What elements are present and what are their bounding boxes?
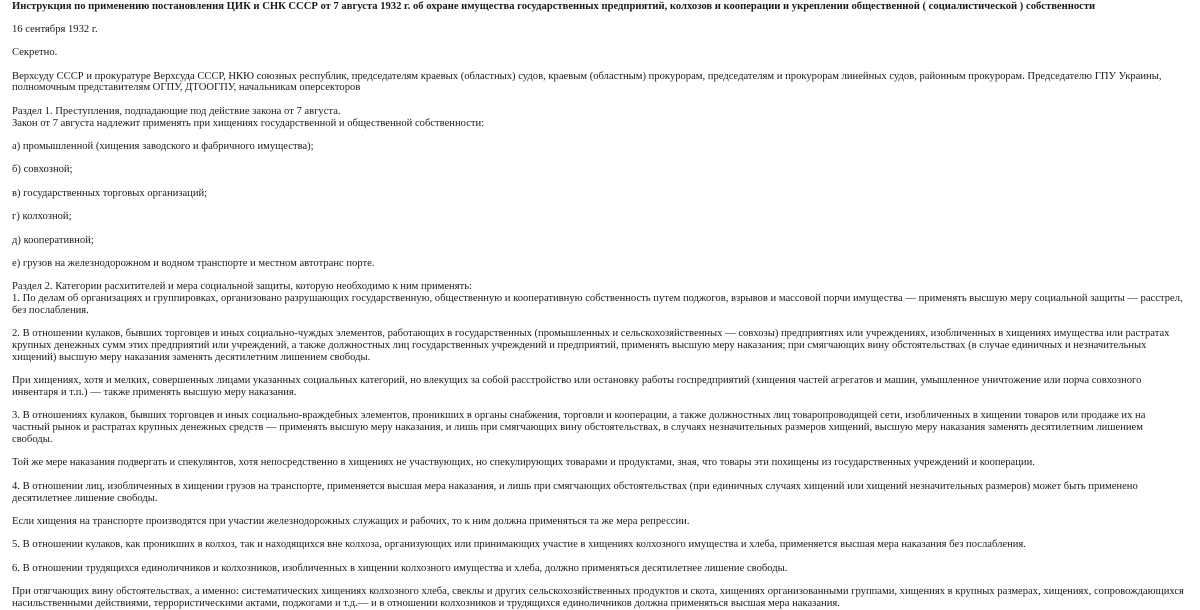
section2-paragraph: 2. В отношении кулаков, бывших торговцев и иных социально-чуждых элементов, работающих в государственных (промышленных и сельскохозяйственных — совхозы) предприятиях или учреждениях, изобличенных в хищениях имущества или растратах крупных денежных сумм этих предприятий или учреждений, а также должностных лиц государственных учреждений и предприятий, применять высшую меру наказания; при смягчающих вину обстоятельствах (в случае единичных и незначительных хищений) высшую меру наказания заменять десятилетним лишением свободы. xyxy=(12,328,1170,363)
document-title: Инструкция по применению постановления ЦИК и СНК СССР от 7 августа 1932 г. об охране имущества государственных предприятий, колхозов и кооперации и укреплении общественной ( социалистической ) собственности xyxy=(12,1,1096,12)
section2-paragraph: Если хищения на транспорте производятся при участии железнодорожных служащих и рабочих, то к ним должна применяться та же мера репрессии. xyxy=(12,516,690,528)
section2-paragraph: Той же мере наказания подвергать и спекулянтов, хотя непосредственно в хищениях не участвующих, но спекулирующих товарами и продуктами, зная, что товары эти похищены из государственных учреждений и кооперации. xyxy=(12,457,1035,469)
section2-paragraph: При хищениях, хотя и мелких, совершенных лицами указанных социальных категорий, но влекущих за собой расстройство или остановку работы госпредприятий (хищения частей агрегатов и машин, умышленное уничтожение или порча совхозного инвентаря и т.п.) — также применять высшую меру наказания. xyxy=(12,375,1142,399)
section2-paragraph: 1. По делам об организациях и группировках, организовано разрушающих государственную, общественную и кооперативную собственность путем поджогов, взрывов и массовой порчи имущества — применять высшую меру социальной защиты — расстрел, без послабления. xyxy=(12,293,1183,316)
document-date: 16 сентября 1932 г. xyxy=(12,23,98,35)
list-item: д) кооперативной; xyxy=(12,234,94,246)
section2-paragraph: 3. В отношениях кулаков, бывших торговцев и иных социально-враждебных элементов, проникших в органы снабжения, торговли и кооперации, а также должностных лиц товаропроводящей сети, изобличенных в хищении товаров или продаже их на частный рынок и растратах крупных денежных средств — применять высшую меру наказания, и лишь при смягчающих вину обстоятельствах, в случаях незначительных размеров хищений, высшую меру наказания заменять десятилетним лишением свободы. xyxy=(12,410,1146,446)
list-item: г) колхозной; xyxy=(12,211,72,223)
list-item: а) промышленной (хищения заводского и фабричного имущества); xyxy=(12,140,314,152)
document-body xyxy=(12,0,1184,610)
section2-paragraph: При отягчающих вину обстоятельствах, а именно: систематических хищениях колхозного хлеба, свеклы и других сельскохозяйственных продуктов и скота, хищениях организованными группами, хищениях в крупных размерах, хищениях, сопровождающихся насильственными действиями, террористическими актами, поджогами и т.д.— и в отношении колхозников и трудящихся единоличников должна применяться высшая мера наказания. xyxy=(12,586,1184,609)
section1-heading: Раздел 1. Преступления, подпадающие под действие закона от 7 августа. xyxy=(12,105,341,117)
list-item: в) государственных торговых организаций; xyxy=(12,187,208,199)
section2-paragraph: 4. В отношении лиц, изобличенных в хищении грузов на транспорте, применяется высшая мера наказания, и лишь при смягчающих обстоятельствах (при единичных случаях хищений или хищений незначительных размеров) может быть применено десятилетнее лишение свободы. xyxy=(12,480,1138,504)
list-item: б) совхозной; xyxy=(12,164,73,176)
section1-intro: Закон от 7 августа надлежит применять при хищениях государственной и общественной собственности: xyxy=(12,117,485,129)
list-item: е) грузов на железнодорожном и водном транспорте и местном автотранс порте. xyxy=(12,257,375,269)
classification-label: Секретно. xyxy=(12,47,58,59)
addressees-paragraph: Верхсуду СССР и прокуратуре Верхсуда СССР, НКЮ союзных республик, председателям краевых (областных) судов, краевым (областным) прокурорам, председателям и прокурорам линейных судов, районным прокурорам. Председателю ГПУ Украины, полномочным представителям ОГПУ, ДТООГПУ, начальникам оперсекторов xyxy=(12,70,1162,94)
section2-paragraph: 6. В отношении трудящихся единоличников и колхозников, изобличенных в хищении колхозного имущества и хлеба, должно применяться десятилетнее лишение свободы. xyxy=(12,562,788,574)
section2-paragraph: 5. В отношении кулаков, как проникших в колхоз, так и находящихся вне колхоза, организующих или принимающих участие в хищениях колхозного имущества и хлеба, применяется высшая мера наказания без послабления. xyxy=(12,539,1026,551)
section2-heading: Раздел 2. Категории расхитителей и мера социальной защиты, которую необходимо к ним применять: xyxy=(12,281,472,293)
